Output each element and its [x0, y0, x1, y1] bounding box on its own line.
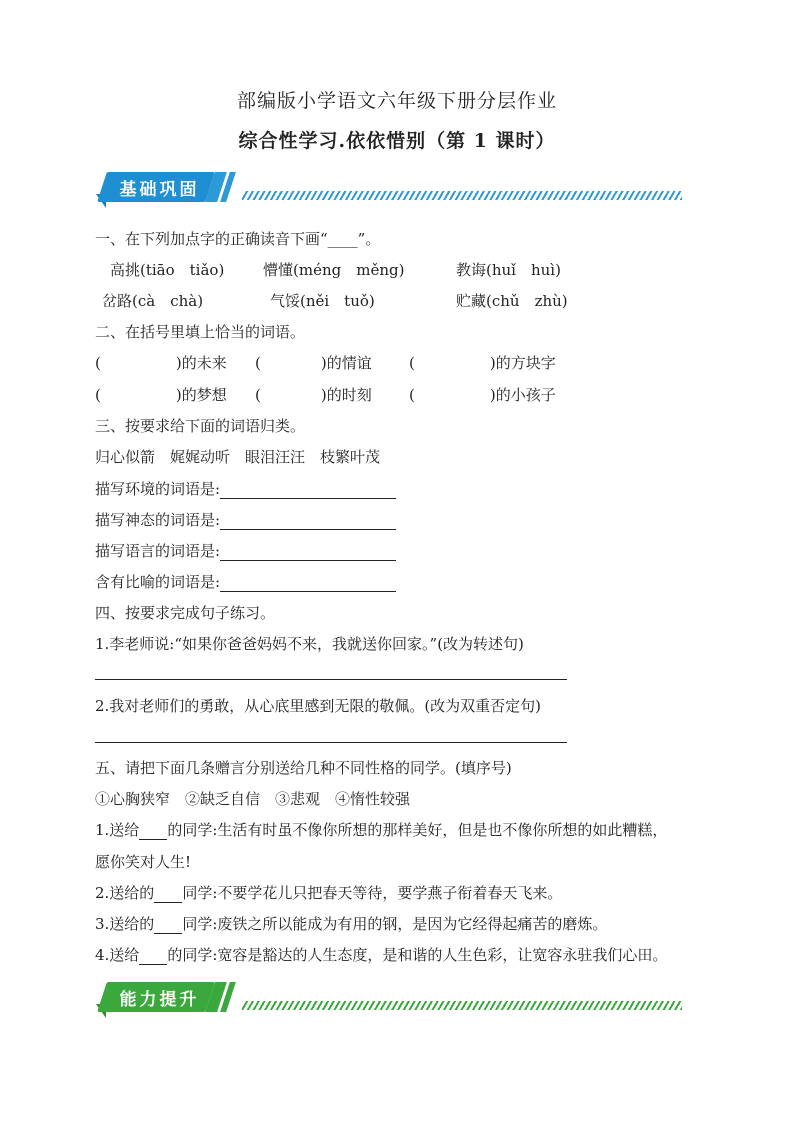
sentence-task-2: 2.我对老师们的勇敢，从心底里感到无限的敬佩。(改为双重否定句)	[95, 697, 542, 715]
section-banner-basic	[92, 170, 682, 210]
banner-stripe	[242, 191, 682, 200]
pinyin-item: 岔路(cà chà)	[102, 292, 204, 310]
message-1-continued: 愿你笑对人生!	[95, 853, 192, 871]
question-2-heading: 二、在括号里填上恰当的词语。	[95, 323, 306, 341]
category-prompt	[95, 478, 396, 499]
message-text: 同学:废铁之所以能成为有用的钢，是因为它经得起痛苦的磨炼。	[182, 915, 608, 933]
message-prefix: 4.送给	[95, 946, 140, 964]
lesson-subtitle: 综合性学习.依依惜别（第 1 课时）	[238, 130, 556, 152]
category-prompt	[95, 571, 396, 592]
fill-phrase: ( )的方块字	[409, 354, 556, 372]
message-prefix: 2.送给的	[95, 884, 155, 902]
question-4-heading: 四、按要求完成句子练习。	[95, 604, 276, 622]
message-prefix: 1.送给	[95, 821, 140, 839]
pinyin-item: 教诲(huǐ huì)	[456, 261, 561, 279]
message-1	[95, 819, 667, 840]
answer-blank[interactable]	[139, 963, 167, 965]
section-label: 能力提升	[119, 990, 200, 1010]
word-list: 归心似箭 娓娓动听 眼泪汪汪 枝繁叶茂	[95, 448, 381, 466]
fill-phrase: ( )的情谊	[255, 354, 372, 372]
section-banner-ability	[92, 980, 682, 1020]
fill-phrase: ( )的梦想	[95, 386, 227, 404]
message-2	[95, 882, 562, 903]
pinyin-item: 贮藏(chǔ zhù)	[456, 292, 568, 310]
message-text: 的同学:宽容是豁达的人生态度，是和谐的人生色彩，让宽容永驻我们心田。	[167, 946, 668, 964]
section-label: 基础巩固	[119, 180, 200, 200]
category-label: 描写语言的词语是:	[95, 542, 221, 560]
answer-blank[interactable]	[220, 559, 396, 561]
category-label: 描写神态的词语是:	[95, 511, 221, 529]
message-text: 的同学:生活有时虽不像你所想的那样美好，但是也不像你所想的如此糟糕，	[167, 821, 668, 839]
fill-phrase: ( )的小孩子	[409, 386, 556, 404]
pinyin-item: 懵懂(méng měng)	[263, 261, 405, 279]
category-label: 描写环境的词语是:	[95, 480, 221, 498]
answer-blank[interactable]	[220, 497, 396, 499]
question-3-heading: 三、按要求给下面的词语归类。	[95, 417, 306, 435]
sentence-task-1: 1.李老师说:“如果你爸爸妈妈不来，我就送你回家。”(改为转述句)	[95, 635, 524, 653]
fill-phrase: ( )的时刻	[255, 386, 372, 404]
message-4	[95, 944, 667, 965]
answer-line[interactable]	[95, 742, 567, 743]
category-prompt	[95, 540, 396, 561]
trait-options: ①心胸狭窄 ②缺乏自信 ③悲观 ④惰性较强	[95, 790, 411, 808]
answer-blank[interactable]	[220, 590, 396, 592]
category-prompt	[95, 509, 396, 530]
question-1-heading: 一、在下列加点字的正确读音下画“____”。	[95, 230, 381, 248]
message-3	[95, 913, 607, 934]
category-label: 含有比喻的词语是:	[95, 573, 221, 591]
message-prefix: 3.送给的	[95, 915, 155, 933]
page-title: 部编版小学语文六年级下册分层作业	[236, 90, 557, 112]
banner-stripe	[242, 1001, 682, 1010]
message-text: 同学:不要学花儿只把春天等待，要学燕子衔着春天飞来。	[182, 884, 563, 902]
answer-blank[interactable]	[220, 528, 396, 530]
answer-blank[interactable]	[154, 901, 182, 903]
question-5-heading: 五、请把下面几条赠言分别送给几种不同性格的同学。(填序号)	[95, 759, 512, 777]
answer-line[interactable]	[95, 679, 567, 680]
answer-blank[interactable]	[154, 932, 182, 934]
pinyin-item: 高挑(tiāo tiǎo)	[110, 261, 225, 279]
fill-phrase: ( )的未来	[95, 354, 227, 372]
answer-blank[interactable]	[139, 838, 167, 840]
pinyin-item: 气馁(něi tuǒ)	[270, 292, 375, 310]
